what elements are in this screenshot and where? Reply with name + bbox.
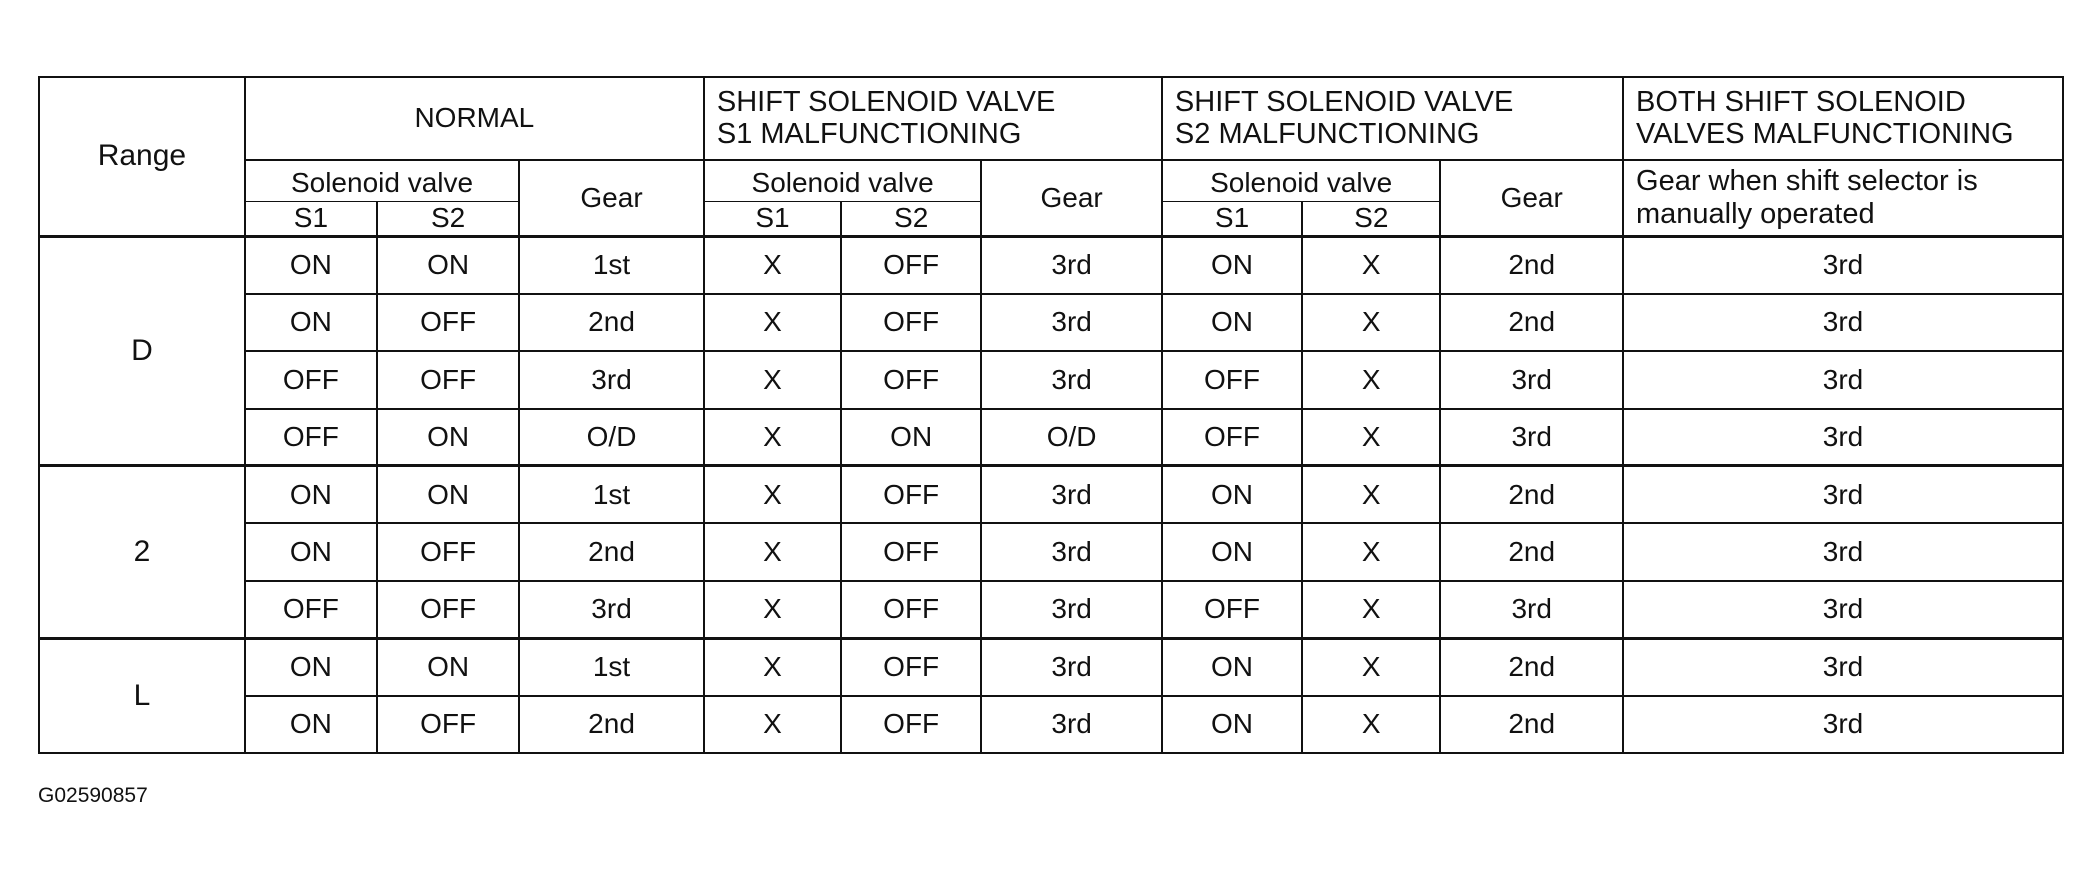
s1-solenoid-valve-label: Solenoid valve xyxy=(704,160,981,202)
normal-s1-cell: ON xyxy=(245,638,377,695)
normal-s1-cell: ON xyxy=(245,523,377,580)
normal-s2-cell: OFF xyxy=(377,351,519,408)
both-mal-gear-cell: 3rd xyxy=(1623,523,2063,580)
normal-s1-cell: OFF xyxy=(245,351,377,408)
normal-s1-cell: OFF xyxy=(245,409,377,466)
s1-malfunction-line-2: S1 MALFUNCTIONING xyxy=(716,118,1022,151)
s2-mal-gear-cell: 2nd xyxy=(1440,236,1623,293)
s1-mal-gear-cell: 3rd xyxy=(981,466,1162,523)
s2-mal-gear-cell: 2nd xyxy=(1440,294,1623,351)
s1-mal-s2-cell: OFF xyxy=(841,236,981,293)
normal-gear-cell: 3rd xyxy=(519,581,704,638)
s1-mal-s2-cell: OFF xyxy=(841,638,981,695)
s1-mal-s2-cell: OFF xyxy=(841,523,981,580)
normal-s1-cell: ON xyxy=(245,236,377,293)
s2-mal-gear-cell: 3rd xyxy=(1440,409,1623,466)
both-gear-line-1: Gear when shift selector is xyxy=(1636,165,1978,198)
figure-code: G02590857 xyxy=(38,784,148,807)
s2-mal-s2-cell: X xyxy=(1302,696,1440,753)
s2-solenoid-valve-label: Solenoid valve xyxy=(1162,160,1440,202)
both-mal-gear-cell: 3rd xyxy=(1623,696,2063,753)
normal-gear-cell: 1st xyxy=(519,638,704,695)
normal-s1-label: S1 xyxy=(245,202,377,236)
s1-mal-gear-cell: 3rd xyxy=(981,294,1162,351)
normal-gear-cell: 2nd xyxy=(519,294,704,351)
s1-mal-s2-cell: ON xyxy=(841,409,981,466)
s2-mal-s2-cell: X xyxy=(1302,409,1440,466)
normal-gear-cell: 1st xyxy=(519,466,704,523)
normal-gear-cell: 2nd xyxy=(519,696,704,753)
s1-mal-s2-cell: OFF xyxy=(841,466,981,523)
s1-mal-s1-cell: X xyxy=(704,696,841,753)
s1-malfunction-line-1: SHIFT SOLENOID VALVE xyxy=(716,85,1056,118)
s2-mal-gear-cell: 3rd xyxy=(1440,581,1623,638)
both-mal-gear-cell: 3rd xyxy=(1623,638,2063,695)
both-mal-gear-cell: 3rd xyxy=(1623,409,2063,466)
normal-solenoid-valve-label: Solenoid valve xyxy=(245,160,519,202)
normal-s2-cell: OFF xyxy=(377,294,519,351)
both-mal-gear-cell: 3rd xyxy=(1623,351,2063,408)
table-row xyxy=(39,638,2063,695)
range-header: Range xyxy=(39,77,245,236)
normal-s2-cell: ON xyxy=(377,466,519,523)
s2-mal-s2-cell: X xyxy=(1302,466,1440,523)
both-malfunction-line-1: BOTH SHIFT SOLENOID xyxy=(1636,85,1966,118)
normal-gear-cell: O/D xyxy=(519,409,704,466)
normal-s1-cell: ON xyxy=(245,294,377,351)
s1-mal-s2-label: S2 xyxy=(841,202,981,236)
s2-mal-s1-cell: ON xyxy=(1162,236,1302,293)
range-cell: L xyxy=(39,638,245,753)
s1-mal-s2-cell: OFF xyxy=(841,696,981,753)
table-row xyxy=(39,294,2063,351)
s2-gear-label: Gear xyxy=(1440,160,1623,237)
both-mal-gear-cell: 3rd xyxy=(1623,581,2063,638)
both-malfunction-line-2: VALVES MALFUNCTIONING xyxy=(1636,118,2014,151)
s1-mal-s2-cell: OFF xyxy=(841,351,981,408)
solenoid-valve-table xyxy=(38,76,2064,754)
s2-mal-gear-cell: 2nd xyxy=(1440,466,1623,523)
s2-mal-s1-cell: ON xyxy=(1162,466,1302,523)
s1-mal-s1-cell: X xyxy=(704,409,841,466)
normal-s2-cell: OFF xyxy=(377,696,519,753)
table-row xyxy=(39,409,2063,466)
table-row xyxy=(39,236,2063,293)
s1-gear-label: Gear xyxy=(981,160,1162,237)
s1-mal-s2-cell: OFF xyxy=(841,581,981,638)
s1-mal-s1-cell: X xyxy=(704,294,841,351)
normal-s1-cell: OFF xyxy=(245,581,377,638)
s2-malfunction-line-2: S2 MALFUNCTIONING xyxy=(1174,118,1480,151)
both-gear-line-2: manually operated xyxy=(1636,197,1875,230)
normal-s2-cell: ON xyxy=(377,638,519,695)
s2-mal-s2-label: S2 xyxy=(1302,202,1440,236)
normal-s2-label: S2 xyxy=(377,202,519,236)
s2-mal-s1-cell: ON xyxy=(1162,638,1302,695)
s2-mal-s1-label: S1 xyxy=(1162,202,1302,236)
s1-mal-s1-cell: X xyxy=(704,638,841,695)
s1-mal-gear-cell: 3rd xyxy=(981,351,1162,408)
range-cell: 2 xyxy=(39,466,245,638)
both-malfunction-header xyxy=(1623,77,2063,160)
normal-header: NORMAL xyxy=(245,77,704,160)
s1-mal-gear-cell: 3rd xyxy=(981,638,1162,695)
s1-mal-s1-cell: X xyxy=(704,523,841,580)
s1-mal-gear-cell: 3rd xyxy=(981,523,1162,580)
s2-mal-s2-cell: X xyxy=(1302,236,1440,293)
s1-mal-s1-label: S1 xyxy=(704,202,841,236)
s1-mal-s1-cell: X xyxy=(704,351,841,408)
s2-mal-s1-cell: OFF xyxy=(1162,409,1302,466)
s2-mal-s1-cell: ON xyxy=(1162,523,1302,580)
normal-s1-cell: ON xyxy=(245,696,377,753)
normal-s2-cell: ON xyxy=(377,409,519,466)
s2-mal-gear-cell: 3rd xyxy=(1440,351,1623,408)
s1-malfunction-header xyxy=(704,77,1162,160)
s2-mal-gear-cell: 2nd xyxy=(1440,523,1623,580)
both-mal-gear-cell: 3rd xyxy=(1623,236,2063,293)
table-row xyxy=(39,581,2063,638)
both-mal-gear-cell: 3rd xyxy=(1623,466,2063,523)
s2-mal-gear-cell: 2nd xyxy=(1440,638,1623,695)
table-row xyxy=(39,466,2063,523)
normal-s2-cell: OFF xyxy=(377,581,519,638)
s1-mal-gear-cell: 3rd xyxy=(981,696,1162,753)
s1-mal-s1-cell: X xyxy=(704,581,841,638)
s2-malfunction-line-1: SHIFT SOLENOID VALVE xyxy=(1174,85,1514,118)
s2-mal-s2-cell: X xyxy=(1302,581,1440,638)
s1-mal-s1-cell: X xyxy=(704,236,841,293)
s2-mal-s2-cell: X xyxy=(1302,523,1440,580)
normal-s1-cell: ON xyxy=(245,466,377,523)
s2-mal-s1-cell: OFF xyxy=(1162,581,1302,638)
normal-s2-cell: OFF xyxy=(377,523,519,580)
s1-mal-s1-cell: X xyxy=(704,466,841,523)
normal-gear-cell: 1st xyxy=(519,236,704,293)
table-row xyxy=(39,351,2063,408)
normal-gear-cell: 3rd xyxy=(519,351,704,408)
s2-mal-s1-cell: OFF xyxy=(1162,351,1302,408)
s1-mal-gear-cell: O/D xyxy=(981,409,1162,466)
s2-mal-gear-cell: 2nd xyxy=(1440,696,1623,753)
s1-mal-gear-cell: 3rd xyxy=(981,236,1162,293)
s2-mal-s2-cell: X xyxy=(1302,294,1440,351)
normal-s2-cell: ON xyxy=(377,236,519,293)
s2-mal-s2-cell: X xyxy=(1302,351,1440,408)
table-row xyxy=(39,696,2063,753)
range-cell: D xyxy=(39,236,245,466)
s2-malfunction-header xyxy=(1162,77,1623,160)
table-row xyxy=(39,523,2063,580)
s1-mal-gear-cell: 3rd xyxy=(981,581,1162,638)
s1-mal-s2-cell: OFF xyxy=(841,294,981,351)
both-gear-label xyxy=(1623,160,2063,237)
s2-mal-s1-cell: ON xyxy=(1162,696,1302,753)
s2-mal-s1-cell: ON xyxy=(1162,294,1302,351)
normal-gear-label: Gear xyxy=(519,160,704,237)
normal-gear-cell: 2nd xyxy=(519,523,704,580)
both-mal-gear-cell: 3rd xyxy=(1623,294,2063,351)
s2-mal-s2-cell: X xyxy=(1302,638,1440,695)
